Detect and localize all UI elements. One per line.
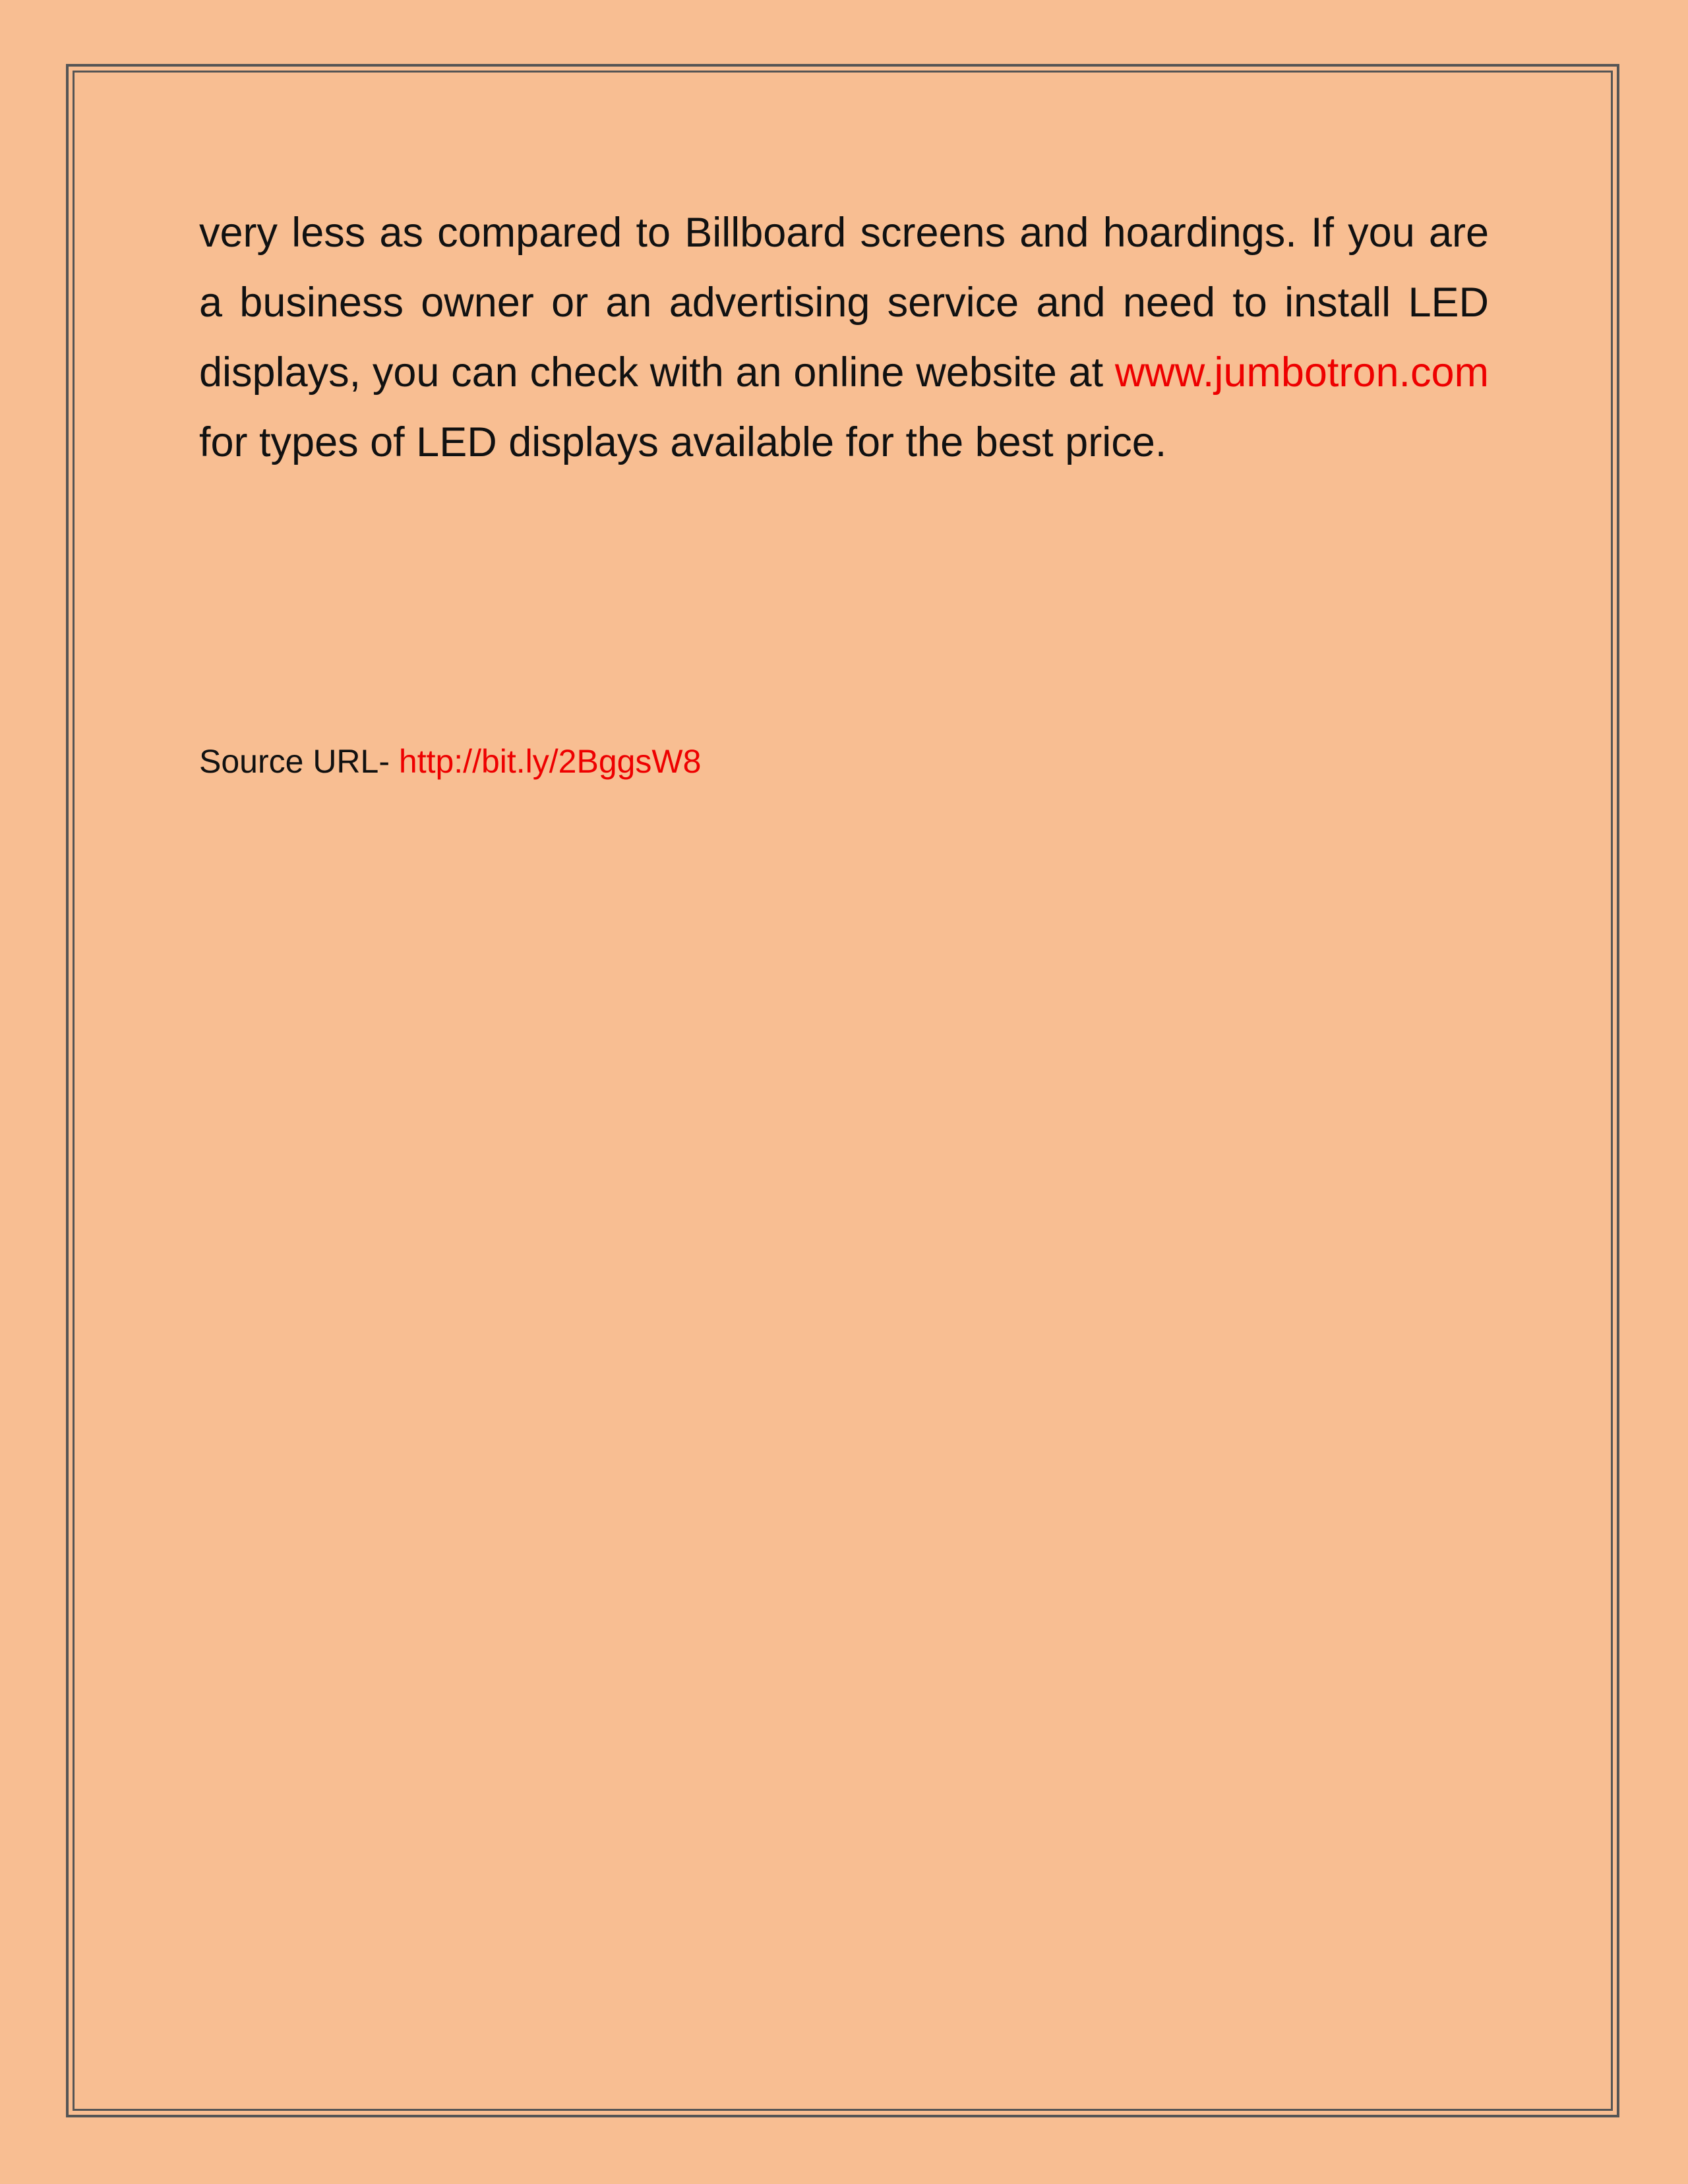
paragraph-text-after-link: for types of LED displays available for the best price. <box>199 419 1167 465</box>
body-paragraph <box>199 198 1489 477</box>
document-content <box>199 198 1489 780</box>
source-line <box>199 738 701 784</box>
source-url-link[interactable]: http://bit.ly/2BggsW8 <box>398 743 702 780</box>
jumbotron-link[interactable]: www.jumbotron.com <box>1114 349 1489 396</box>
source-label: Source URL- <box>199 743 399 780</box>
paragraph-text-before-link: very less as compared to Billboard screens and hoardings. If you are a business owner or an advertising service and need to install LED displays, you can check with an online website at <box>199 210 1489 396</box>
